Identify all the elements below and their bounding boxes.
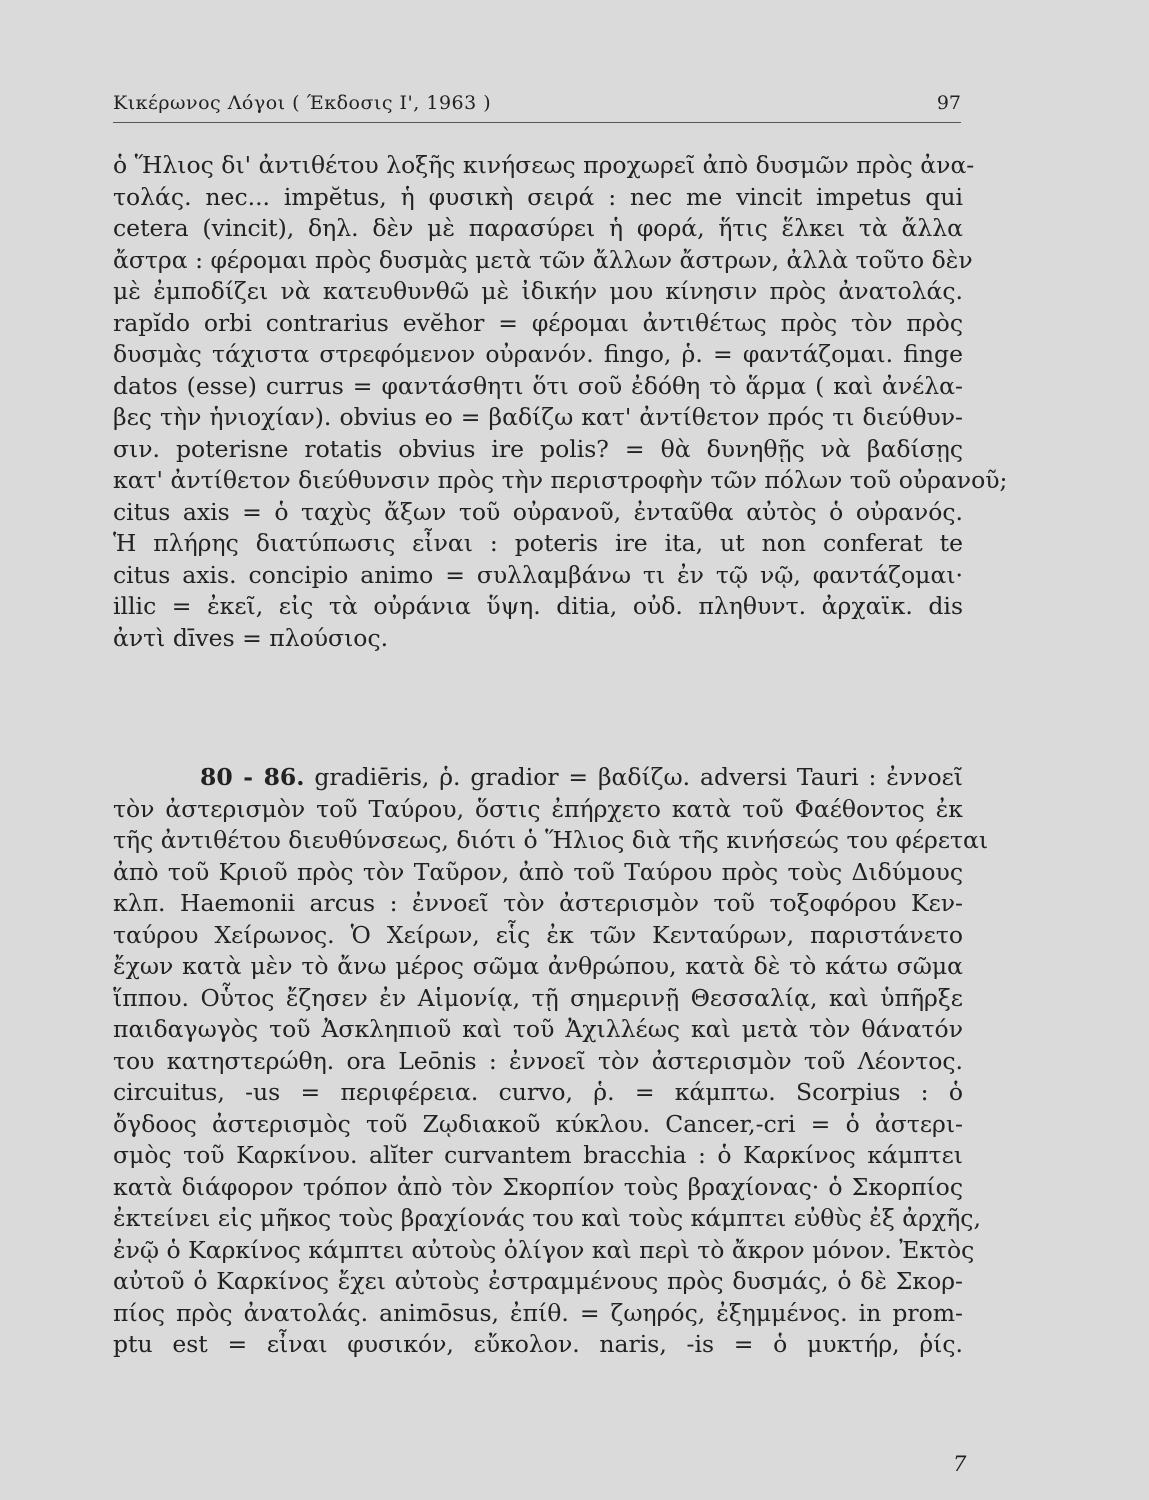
text-line: citus axis = ὁ ταχὺς ἄξων τοῦ οὐρανοῦ, ἐνταῦθα αὐτὸς ὁ οὐρανός.	[113, 497, 963, 526]
text-line: πίος πρὸς ἀνατολάς. animōsus, ἐπίθ. = ζωηρός, ἐξημμένος. in prom-	[113, 1298, 963, 1327]
text-line: ὄγδοος ἀστερισμὸς τοῦ Ζῳδιακοῦ κύκλου. Cancer,-cri = ὁ ἀστερι-	[113, 1109, 963, 1138]
commentary-paragraph-2	[113, 762, 989, 1361]
text-line: κατ' ἀντίθετον διεύθυνσιν πρὸς τὴν περιστροφὴν τῶν πόλων τοῦ οὐρανοῦ;	[113, 466, 1008, 494]
text-line: Ἡ πλήρης διατύπωσις εἶναι : poteris ire ita, ut non conferat te	[113, 529, 963, 557]
text-line-first-content: gradiēris, ῥ. gradior = βαδίζω. adversi Tauri : ἐννοεῖ	[314, 763, 963, 791]
text-line: βες τὴν ἡνιοχίαν). obvius eo = βαδίζω κατ' ἀντίθετον πρός τι διεύθυν-	[113, 403, 963, 431]
text-line: ταύρου Χείρωνος. Ὁ Χείρων, εἷς ἐκ τῶν Κενταύρων, παριστάνετο	[113, 920, 963, 949]
text-line: circuitus, -us = περιφέρεια. curvo, ῥ. = κάμπτω. Scorpius : ὁ	[113, 1078, 963, 1106]
text-line: σμὸς τοῦ Καρκίνου. alĭter curvantem bracchia : ὁ Καρκίνος κάμπτει	[113, 1141, 963, 1169]
verse-range: 80 - 86.	[200, 763, 305, 791]
text-line: ὁ Ἥλιος δι' ἀντιθέτου λοξῆς κινήσεως προχωρεῖ ἀπὸ δυσμῶν πρὸς ἀνα-	[113, 151, 975, 179]
text-line: κλπ. Haemonii arcus : ἐννοεῖ τὸν ἀστερισμὸν τοῦ τοξοφόρου Κεν-	[113, 889, 963, 917]
text-line: rapĭdo orbi contrarius evĕhor = φέρομαι ἀντιθέτως πρὸς τὸν πρὸς	[113, 308, 963, 337]
text-line: τὸν ἀστερισμὸν τοῦ Ταύρου, ὅστις ἐπήρχετο κατὰ τοῦ Φαέθοντος ἐκ	[113, 794, 963, 823]
text-line: αὐτοῦ ὁ Καρκίνος ἔχει αὐτοὺς ἐστραμμένους πρὸς δυσμάς, ὁ δὲ Σκορ-	[113, 1267, 963, 1295]
text-line: ἐνῷ ὁ Καρκίνος κάμπτει αὐτοὺς ὀλίγον καὶ περὶ τὸ ἄκρον μόνον. Ἐκτὸς	[113, 1235, 975, 1264]
text-line: ἔχων κατὰ μὲν τὸ ἄνω μέρος σῶμα ἀνθρώπου, κατὰ δὲ τὸ κάτω σῶμα	[113, 952, 963, 980]
text-line: ἵππου. Οὗτος ἔζησεν ἐν Αἱμονίᾳ, τῇ σημερινῇ Θεσσαλίᾳ, καὶ ὑπῆρξε	[113, 983, 963, 1012]
text-line: κατὰ διάφορον τρόπον ἀπὸ τὸν Σκορπίον τοὺς βραχίονας· ὁ Σκορπίος	[113, 1172, 963, 1201]
running-title: Κικέρωνος Λόγοι ( Έκδοσις Ι', 1963 )	[113, 92, 492, 114]
text-line: citus axis. concipio animo = συλλαμβάνω τι ἐν τῷ νῷ, φαντάζομαι·	[113, 560, 963, 589]
text-line: του κατηστερώθη. ora Leōnis : ἐννοεῖ τὸν ἀστερισμὸν τοῦ Λέοντος.	[113, 1046, 963, 1075]
text-line: σιν. poterisne rotatis obvius ire polis? = θὰ δυνηθῇς νὰ βαδίσῃς	[113, 434, 963, 463]
text-line: τῆς ἀντιθέτου διευθύνσεως, διότι ὁ Ἥλιος διὰ τῆς κινήσεώς του φέρεται	[113, 826, 989, 854]
text-line: ἀπὸ τοῦ Κριοῦ πρὸς τὸν Ταῦρον, ἀπὸ τοῦ Ταύρου πρὸς τοὺς Διδύμους	[113, 857, 963, 886]
text-line: ἐκτείνει εἰς μῆκος τοὺς βραχίονάς του καὶ τοὺς κάμπτει εὐθὺς ἐξ ἀρχῆς,	[113, 1204, 981, 1232]
text-line: δυσμὰς τάχιστα στρεφόμενον οὐρανόν. fingo, ῥ. = φαντάζομαι. finge	[113, 340, 963, 368]
text-line: παιδαγωγὸς τοῦ Ἀσκληπιοῦ καὶ τοῦ Ἀχιλλέως καὶ μετὰ τὸν θάνατόν	[113, 1015, 963, 1043]
text-line: ptu est = εἶναι φυσικόν, εὔκολον. naris, -is = ὁ μυκτήρ, ῥίς.	[113, 1330, 963, 1358]
text-line: μὲ ἐμποδίζει νὰ κατευθυνθῶ μὲ ἰδικήν μου κίνησιν πρὸς ἀνατολάς.	[113, 277, 963, 305]
running-header	[113, 92, 961, 123]
text-line-first	[113, 762, 963, 794]
text-line: cetera (vincit), δηλ. δὲν μὲ παρασύρει ἡ φορά, ἥτις ἕλκει τὰ ἄλλα	[113, 214, 963, 242]
text-line: datos (esse) currus = φαντάσθητι ὅτι σοῦ ἐδόθη τὸ ἅρμα ( καὶ ἀνέλα-	[113, 371, 963, 400]
signature-mark: 7	[953, 1452, 967, 1476]
text-line: ἄστρα : φέρομαι πρὸς δυσμὰς μετὰ τῶν ἄλλων ἄστρων, ἀλλὰ τοῦτο δὲν	[113, 245, 973, 274]
text-line: ἀντὶ dīves = πλούσιος.	[113, 623, 389, 652]
text-line: illic = ἐκεῖ, εἰς τὰ οὐράνια ὕψη. ditia, οὐδ. πληθυντ. ἀρχαϊκ. dis	[113, 592, 963, 620]
commentary-paragraph-1	[113, 150, 1008, 654]
page-number: 97	[936, 92, 961, 114]
text-line: τολάς. nec... impĕtus, ἡ φυσικὴ σειρά : nec me vincit impetus qui	[113, 182, 963, 211]
